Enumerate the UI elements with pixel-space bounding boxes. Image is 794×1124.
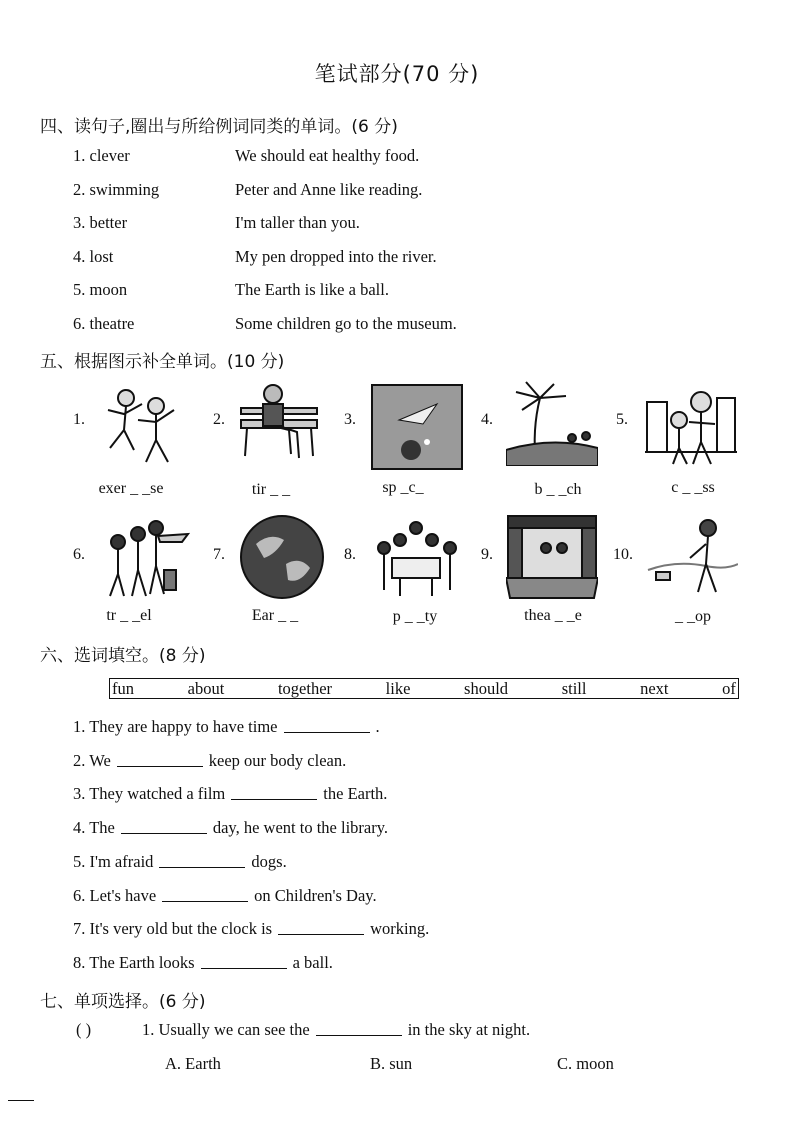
sentence[interactable]: I'm taller than you.	[235, 213, 360, 233]
word-choice-box	[109, 678, 739, 699]
answer-blank[interactable]	[284, 731, 370, 733]
beach-palm-tree-icon	[506, 380, 598, 466]
fill-word-1: exer _ _se	[98, 480, 164, 497]
choice-word: next	[640, 678, 669, 698]
fill-sentence	[73, 919, 429, 939]
fill-sentence	[73, 953, 333, 973]
section-5-heading: 五、根据图示补全单词。(10 分)	[40, 352, 285, 372]
picture-number: 4.	[481, 411, 493, 428]
example-word: 4. lost	[73, 246, 114, 266]
choice-word: of	[722, 678, 736, 698]
section-4-heading: 四、读句子,圈出与所给例词同类的单词。(6 分)	[40, 117, 398, 137]
answer-blank[interactable]	[121, 832, 207, 834]
example-word: 6. theatre	[73, 314, 135, 333]
fill-word-5: c _ _ss	[671, 479, 715, 496]
sentence[interactable]: The Earth is like a ball.	[235, 280, 389, 300]
fill-word-8: p _ _ty	[392, 608, 438, 625]
sentence-after: dogs.	[251, 851, 287, 871]
picture-number: 10.	[613, 546, 633, 563]
question-1	[142, 1020, 530, 1040]
fill-word-4: b _ _ch	[534, 481, 582, 498]
fill-word-3: sp _c_	[382, 479, 424, 496]
example-word: 2. swimming	[73, 179, 160, 199]
fill-sentence	[73, 886, 377, 906]
sentence-before: 6. Let's have	[73, 885, 157, 905]
answer-blank[interactable]	[201, 967, 287, 969]
sentence[interactable]: Some children go to the museum.	[235, 314, 457, 333]
earth-globe-icon	[236, 514, 328, 600]
picture-number: 3.	[344, 411, 356, 428]
sentence-after: .	[375, 717, 380, 736]
picture-number: 1.	[73, 411, 85, 428]
section-7-heading: 七、单项选择。(6 分)	[40, 992, 206, 1012]
fill-word-10: _ _op	[675, 608, 711, 625]
answer-blank[interactable]	[117, 765, 203, 767]
example-word: 3. better	[73, 213, 128, 233]
sentence-after: day, he went to the library.	[212, 818, 389, 838]
family-travel-icon	[98, 514, 190, 600]
sentence-after: working.	[370, 919, 430, 939]
sentence-before: 2. We	[73, 750, 111, 770]
fill-sentence	[73, 751, 346, 771]
page-edge-mark	[8, 1100, 34, 1101]
sentence-before: 1. They are happy to have time	[73, 717, 278, 736]
picture-number: 6.	[73, 546, 85, 563]
answer-parenthesis[interactable]: ( )	[76, 1020, 92, 1039]
answer-blank[interactable]	[162, 900, 248, 902]
tired-man-on-bench-icon	[233, 380, 325, 466]
fill-sentence	[73, 818, 388, 838]
fill-sentence	[73, 784, 387, 804]
sentence-before: 5. I'm afraid	[73, 851, 154, 871]
picture-number: 5.	[616, 411, 628, 428]
sentence-after: the Earth.	[323, 784, 388, 804]
page-title: 笔试部分(70 分)	[314, 62, 480, 86]
section-6-heading: 六、选词填空。(8 分)	[40, 646, 206, 666]
space-rocket-icon	[371, 384, 463, 470]
choice-word: should	[464, 678, 509, 698]
sentence-before: 8. The Earth looks	[73, 952, 195, 972]
picture-number: 2.	[213, 411, 225, 428]
fill-word-6: tr _ _el	[106, 607, 152, 624]
answer-blank[interactable]	[231, 798, 317, 800]
picture-number: 8.	[344, 546, 356, 563]
sentence-before: 3. They watched a film	[73, 784, 226, 804]
fill-word-9: thea _ _e	[524, 607, 582, 624]
sentence-after: keep our body clean.	[208, 750, 347, 770]
sentence-before: 4. The	[73, 818, 115, 838]
fill-sentence	[73, 717, 380, 737]
boy-dropping-item-icon	[646, 514, 738, 600]
two-people-exercising-icon	[98, 384, 190, 470]
example-word: 1. clever	[73, 146, 130, 165]
option-a[interactable]: A. Earth	[165, 1054, 221, 1073]
sentence[interactable]: Peter and Anne like reading.	[235, 179, 423, 199]
choice-word: together	[277, 678, 333, 698]
answer-blank[interactable]	[159, 866, 245, 868]
choice-word: fun	[112, 678, 134, 698]
choice-word: still	[561, 678, 587, 698]
sentence[interactable]: We should eat healthy food.	[235, 146, 420, 165]
sentence-after: on Children's Day.	[254, 885, 377, 905]
party-table-icon	[370, 514, 462, 600]
sentence-before: 7. It's very old but the clock is	[73, 919, 273, 939]
picture-number: 7.	[213, 546, 225, 563]
question-text-before: 1. Usually we can see the	[142, 1020, 310, 1039]
picture-number: 9.	[481, 546, 493, 563]
example-word: 5. moon	[73, 280, 128, 300]
option-c[interactable]: C. moon	[557, 1054, 614, 1073]
answer-blank[interactable]	[278, 933, 364, 935]
theatre-stage-icon	[506, 514, 598, 600]
fill-sentence	[73, 852, 287, 872]
choice-word: like	[385, 678, 411, 698]
sentence-after: a ball.	[292, 952, 333, 972]
class-children-icon	[645, 382, 737, 468]
option-b[interactable]: B. sun	[370, 1054, 413, 1073]
choice-word: about	[187, 678, 225, 698]
sentence[interactable]: My pen dropped into the river.	[235, 246, 437, 266]
question-text-after: in the sky at night.	[407, 1020, 531, 1039]
fill-word-2: tir _ _	[251, 481, 291, 498]
fill-word-7: Ear _ _	[251, 607, 299, 624]
answer-blank[interactable]	[316, 1034, 402, 1036]
